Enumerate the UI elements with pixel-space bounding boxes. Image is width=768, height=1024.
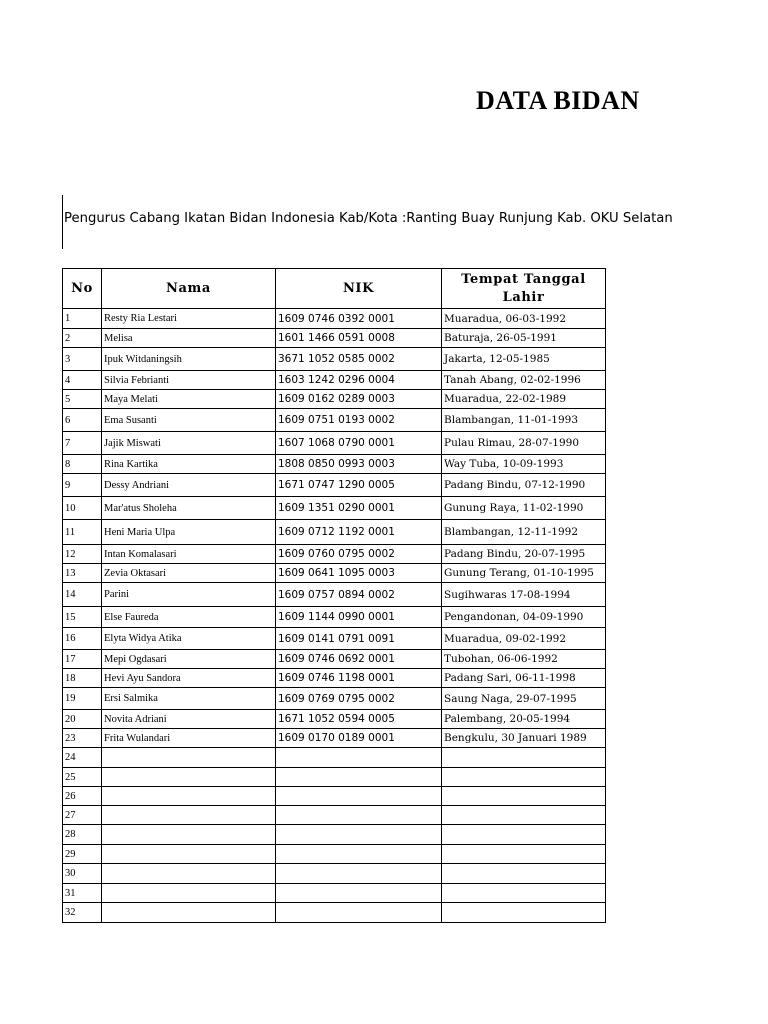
table-row [63,688,606,710]
cell-no: 31 [63,884,102,903]
cell-no: 3 [63,348,102,371]
cell-ttl: Jakarta, 12-05-1985 [442,348,606,371]
header-no: No [63,269,102,309]
cell-no: 5 [63,390,102,409]
cell-no: 6 [63,409,102,432]
cell-no: 18 [63,669,102,688]
cell-nik: 1671 1052 0594 0005 [276,710,442,729]
cell-nik [276,845,442,864]
cell-no: 7 [63,432,102,455]
cell-no: 25 [63,768,102,787]
table-row [63,607,606,628]
cell-border-line [62,195,63,249]
cell-no: 30 [63,864,102,884]
cell-nama [102,748,276,768]
cell-nik: 1607 1068 0790 0001 [276,432,442,455]
cell-no: 19 [63,688,102,710]
header-ttl-line1: Tempat Tanggal [461,271,586,287]
table-row [63,768,606,787]
cell-ttl: Tanah Abang, 02-02-1996 [442,371,606,390]
table-row [63,825,606,845]
cell-nama: Novita Adriani [102,710,276,729]
cell-nik [276,748,442,768]
table-row [63,748,606,768]
cell-no: 1 [63,309,102,329]
cell-nik: 1609 0757 0894 0002 [276,583,442,607]
table-body [63,309,606,923]
table-row [63,650,606,669]
table-row [63,787,606,806]
cell-ttl [442,903,606,923]
table-row [63,371,606,390]
table-row [63,806,606,825]
cell-nik [276,806,442,825]
cell-ttl: Padang Bindu, 20-07-1995 [442,545,606,564]
header-nama: Nama [102,269,276,309]
cell-ttl: Padang Sari, 06-11-1998 [442,669,606,688]
cell-nama: Intan Komalasari [102,545,276,564]
cell-no: 32 [63,903,102,923]
table-row [63,864,606,884]
cell-ttl: Muaradua, 22-02-1989 [442,390,606,409]
cell-nik: 1609 1351 0290 0001 [276,497,442,520]
cell-nama: Ipuk Witdaningsih [102,348,276,371]
cell-no: 20 [63,710,102,729]
table-row [63,390,606,409]
table-row [63,845,606,864]
bidan-table [62,268,606,923]
page-title: DATA BIDAN [476,86,640,115]
cell-ttl: Pengandonan, 04-09-1990 [442,607,606,628]
cell-ttl: Gunung Raya, 11-02-1990 [442,497,606,520]
cell-nama: Maya Melati [102,390,276,409]
cell-nama [102,903,276,923]
cell-no: 8 [63,455,102,474]
table-row [63,409,606,432]
cell-no: 17 [63,650,102,669]
cell-no: 2 [63,329,102,348]
table-row [63,348,606,371]
cell-nik: 1609 0162 0289 0003 [276,390,442,409]
cell-no: 23 [63,729,102,748]
cell-nik: 1609 0751 0193 0002 [276,409,442,432]
cell-nama: Silvia Febrianti [102,371,276,390]
cell-no: 14 [63,583,102,607]
cell-nik: 1609 0746 1198 0001 [276,669,442,688]
cell-no: 11 [63,520,102,545]
cell-no: 28 [63,825,102,845]
table-row [63,432,606,455]
cell-ttl: Bengkulu, 30 Januari 1989 [442,729,606,748]
cell-nama: Mar'atus Sholeha [102,497,276,520]
table-row [63,564,606,583]
cell-no: 27 [63,806,102,825]
cell-ttl: Gunung Terang, 01-10-1995 [442,564,606,583]
cell-nama [102,845,276,864]
header-ttl [442,269,606,309]
cell-nama: Rina Kartika [102,455,276,474]
table-header-row [63,269,606,309]
table-row [63,710,606,729]
cell-no: 26 [63,787,102,806]
table-row [63,628,606,650]
cell-nik: 1601 1466 0591 0008 [276,329,442,348]
cell-no: 4 [63,371,102,390]
cell-ttl [442,806,606,825]
cell-nik: 1609 0170 0189 0001 [276,729,442,748]
cell-nik [276,768,442,787]
cell-ttl: Sugihwaras 17-08-1994 [442,583,606,607]
cell-nik: 1808 0850 0993 0003 [276,455,442,474]
cell-ttl: Blambangan, 11-01-1993 [442,409,606,432]
cell-ttl: Saung Naga, 29-07-1995 [442,688,606,710]
cell-ttl [442,845,606,864]
cell-nik: 1609 0641 1095 0003 [276,564,442,583]
cell-no: 29 [63,845,102,864]
cell-ttl: Muaradua, 06-03-1992 [442,309,606,329]
cell-no: 12 [63,545,102,564]
table-row [63,669,606,688]
table-row [63,545,606,564]
header-nik: NIK [276,269,442,309]
table-row [63,455,606,474]
table-row [63,329,606,348]
cell-nama: Mepi Ogdasari [102,650,276,669]
cell-nik: 1609 0746 0392 0001 [276,309,442,329]
cell-nik [276,864,442,884]
cell-no: 15 [63,607,102,628]
cell-nik: 1603 1242 0296 0004 [276,371,442,390]
cell-ttl: Muaradua, 09-02-1992 [442,628,606,650]
cell-nik: 1609 1144 0990 0001 [276,607,442,628]
cell-nama [102,825,276,845]
cell-ttl [442,748,606,768]
cell-ttl [442,825,606,845]
cell-nama: Resty Ria Lestari [102,309,276,329]
cell-nama [102,884,276,903]
cell-nama [102,787,276,806]
cell-nama: Heni Maria Ulpa [102,520,276,545]
cell-nik: 3671 1052 0585 0002 [276,348,442,371]
cell-nama [102,864,276,884]
page-subtitle: Pengurus Cabang Ikatan Bidan Indonesia Kab/Kota :Ranting Buay Runjung Kab. OKU Selatan [64,211,673,226]
cell-nik [276,884,442,903]
cell-nama: Hevi Ayu Sandora [102,669,276,688]
cell-ttl [442,884,606,903]
cell-nama: Else Faureda [102,607,276,628]
cell-no: 10 [63,497,102,520]
cell-no: 24 [63,748,102,768]
cell-ttl: Blambangan, 12-11-1992 [442,520,606,545]
cell-nama: Dessy Andriani [102,474,276,497]
cell-ttl: Pulau Rimau, 28-07-1990 [442,432,606,455]
cell-no: 16 [63,628,102,650]
cell-nama: Elyta Widya Atika [102,628,276,650]
header-ttl-line2: Lahir [502,289,545,305]
cell-nik: 1609 0760 0795 0002 [276,545,442,564]
table-row [63,884,606,903]
table-row [63,474,606,497]
cell-nik [276,825,442,845]
cell-nik: 1609 0712 1192 0001 [276,520,442,545]
cell-nama: Jajik Miswati [102,432,276,455]
cell-ttl: Padang Bindu, 07-12-1990 [442,474,606,497]
cell-no: 13 [63,564,102,583]
cell-nama [102,768,276,787]
cell-nama: Parini [102,583,276,607]
cell-nama: Frita Wulandari [102,729,276,748]
cell-nama: Ema Susanti [102,409,276,432]
cell-ttl: Tubohan, 06-06-1992 [442,650,606,669]
cell-no: 9 [63,474,102,497]
cell-nik: 1671 0747 1290 0005 [276,474,442,497]
cell-nik [276,787,442,806]
cell-ttl [442,787,606,806]
cell-ttl: Palembang, 20-05-1994 [442,710,606,729]
cell-nama: Zevia Oktasari [102,564,276,583]
cell-nik [276,903,442,923]
cell-nik: 1609 0769 0795 0002 [276,688,442,710]
cell-ttl [442,864,606,884]
table-row [63,583,606,607]
table-row [63,729,606,748]
cell-nik: 1609 0746 0692 0001 [276,650,442,669]
cell-ttl [442,768,606,787]
cell-nama [102,806,276,825]
cell-nama: Ersi Salmika [102,688,276,710]
cell-ttl: Way Tuba, 10-09-1993 [442,455,606,474]
table-row [63,520,606,545]
cell-ttl: Baturaja, 26-05-1991 [442,329,606,348]
table-row [63,309,606,329]
cell-nama: Melisa [102,329,276,348]
table-row [63,497,606,520]
table-row [63,903,606,923]
cell-nik: 1609 0141 0791 0091 [276,628,442,650]
